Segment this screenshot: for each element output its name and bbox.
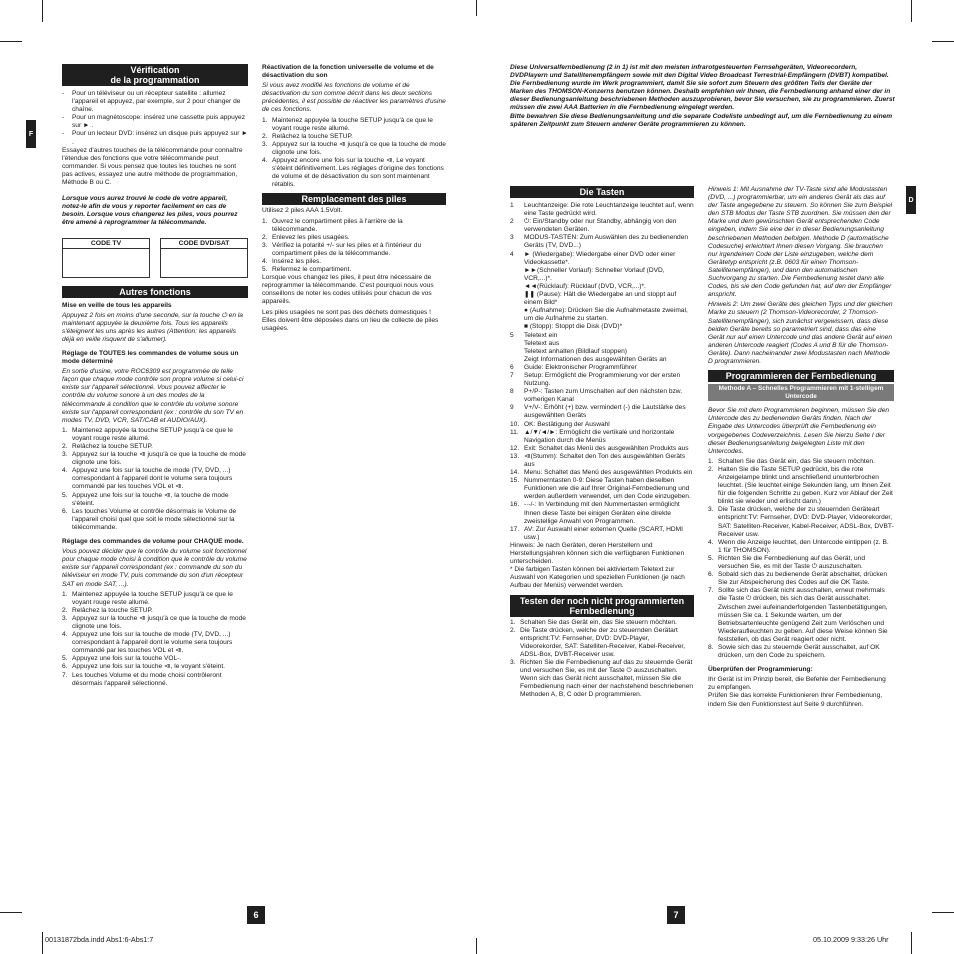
german-page: [477, 0, 954, 954]
german-column-1: [510, 186, 694, 699]
die-tasten-header: Die Tasten: [510, 186, 694, 198]
reglage-chaque-title: Réglage des commandes de volume pour CHAQUE mode.: [62, 538, 244, 546]
list-item: - Pour un lecteur DVD: insérez un disque puis appuyez sur ► .: [62, 130, 248, 146]
list-item: 3. Appuyez sur la touche ⧏ jusqu'à ce que la touche de mode clignote une fois.: [262, 140, 446, 156]
code-tv-box: CODE TV: [62, 238, 150, 278]
list-item: - Pour un magnétoscope: insérez une cassette puis appuyez sur ► .: [62, 114, 246, 130]
tasten-item: 1 Leuchtanzeige: Die rote Leuchtanzeige leuchtet auf, wenn eine Taste gedrückt wird.: [510, 202, 694, 218]
list-item: 4. Insérez les piles.: [262, 257, 322, 265]
language-tab-d: D: [906, 186, 916, 214]
list-item: 3. Die Taste drücken, welche der zu steuernden Geräteart entspricht:TV: Fernseher, DVD: DVD-Player, Videorekorder, SAT: Satelliten-Receiver, Kabel-Receiver, ADSL-Box, DVBT-Receiver usw.: [708, 506, 894, 538]
tasten-item: 4 ► (Wiedergabe): Wiedergabe einer DVD oder einer Videokassette*. ►►(Schneller Vorlauf): Schneller Vorlauf (DVD, VCR,...)*. ◄◄(Rücklauf): Rücklauf (DVD, VCR,...)*. ❚❚ (Pause): Hält die Wiedergabe an und stoppt auf einem Bild* ● (Aufnahme): Drücken Sie die Aufnahmetaste zweimal, um die Aufnahme zu starten. ■ (Stopp): Stoppt die Disk (DVD)*: [510, 250, 688, 331]
tasten-item: 3 MODUS-TASTEN: Zum Auswählen des zu bedienenden Geräts (TV, DVD...): [510, 234, 689, 250]
tasten-list: [510, 202, 694, 542]
list-item: 2. Relâchez la touche SETUP.: [62, 606, 153, 614]
programmieren-header: Programmieren der Fernbedienung: [708, 370, 894, 382]
testen-header: Testen der noch nicht programmierten Fernbedienung: [510, 595, 694, 617]
french-column-2: [262, 64, 446, 335]
hinweis-2: Hinweis 2: Um zwei Geräte des gleichen Typs und der gleichen Marke zu steuern (2 Thomson-Videorecorder, 2 Thomson-Satellitenempfänger), sich zunächst vergewissern, dass diese beiden Geräte bereits so parametriert sind, dass das eine Gerät nur auf einen Untercode und das andere Gerät auf einen anderen Untercode reagiert (Codes A und B für die Thomson-Geräte). Dann nacheinander zwei Modustasten nach Methode D programmieren.: [708, 301, 893, 365]
hinweis-1: Hinweis 1: Mit Ausnahme der TV-Taste sind alle Modustasten (DVD, ...) programmierbar, um ein anderes Gerät als das auf der Taste angegebene zu steuern. So können Sie zum Beispiel den STB Modus der Taste STB zuordnen. Sie müssen den der Marke und dem gewünschten Gerät entsprechenden Code eingeben, indem Sie eine der in dieser Bedienungsanleitung beschriebenen Methoden befolgen. Methode D (automatische Codesuche) erleichtert Ihnen diesen Vorgang. Sie brauchen nur irgendeinen Code der Liste einzugeben, welche dem Gerätetyp entspricht (z.B. 0603 für einen Thomson-Satellitenempfänger), und dann den automatischen Suchvorgang zu starten. Die Fernbedienung testet dann alle Codes, bis sie den Code gefunden hat, auf den der Empfänger anspricht.: [708, 186, 893, 299]
list-item: 5. Richten Sie die Fernbedienung auf das Gerät, und versuchen Sie, es mit der Taste ⏻ auszuschalten.: [708, 554, 865, 571]
page-number: 7: [667, 906, 685, 924]
language-tab-f: F: [26, 120, 36, 148]
list-item: 3. Vérifiez la polarité +/- sur les piles et à l'intérieur du compartiment piles de la télécommande.: [262, 241, 422, 257]
list-item: 6. Appuyez une fois sur la touche ⧏, le voyant s'éteint.: [62, 663, 226, 671]
piles-paragraph-2: Les piles usagées ne sont pas des déchets domestiques ! Elles doivent être déposées dans un lieu de collecte de piles usagées.: [262, 308, 439, 332]
list-item: 3. Appuyez sur la touche ⧏ jusqu'à ce que la touche de mode clignote une fois.: [62, 614, 246, 630]
piles-paragraph-1: Lorsque vous changez les piles, il peut être nécessaire de reprogrammer la télécommande. C'est pourquoi nous vous conseillons de noter les codes utilisés pour chacun de vos appareils.: [262, 274, 434, 306]
list-item: 2. Relâchez la touche SETUP.: [62, 443, 153, 450]
tasten-item: 6 Guide: Elektronischer Programmführer: [510, 363, 637, 371]
german-column-2: [708, 186, 894, 711]
tasten-item: 12. Exit: Schaltet das Menü des ausgewählten Produkts aus: [510, 444, 689, 452]
list-item: 3. Appuyez sur la touche ⧏ jusqu'à ce que la touche de mode clignote une fois.: [62, 451, 246, 467]
piles-intro: Utilisez 2 piles AAA 1.5Volt.: [262, 207, 343, 215]
verification-paragraph: Essayez d'autres touches de la télécommande pour connaître l'étendue des fonctions que votre télécommande peut commander. Si vous pensez que toutes les touches ne sont pas actives, essayez une autre méthode de programmation, Méthode B ou C.: [62, 146, 243, 187]
tasten-item: 17. AV: Zur Auswahl einer externen Quelle (SCART, HDMI usw.): [510, 525, 683, 541]
list-item: 7. Sollte sich das Gerät nicht ausschalten, erneut mehrmals die Taste ⏻ drücken, bis sich das Gerät ausschaltet. Zwischen zwei aufeinanderfolgenden Tastenbetätigungen, müssen Sie ca. 1 Sekunde warten, um der Betriebsartenleuchte genügend Zeit zum Verlöschen und Wiederaufleuchten zu geben. Auf diese Weise können Sie feststellen, ob das Gerät reagiert oder nicht.: [708, 587, 888, 643]
list-item: 6. Sobald sich das zu bedienende Gerät abschaltet, drücken Sie zur Abspeicherung des Codes auf die OK Taste.: [708, 571, 887, 587]
list-item: 1. Schalten Sie das Gerät ein, das Sie steuern möchten.: [510, 618, 677, 626]
methode-a-header: Methode A – Schnelles Programmieren mit 1-stelligem Untercode: [708, 384, 894, 401]
footer-timestamp: 05.10.2009 9:33:26 Uhr: [813, 935, 889, 944]
code-boxes: [62, 238, 248, 278]
methode-a-intro: Bevor Sie mit dem Programmieren beginnen, müssen Sie den Untercode des zu bedienenden Geräts finden. Nach der Eingabe des Untercodes überprüft die Fernbedienung ein vorgegebenes Codeverzeichnis. Lesen Sie hierzu Seite I der dieser Bedienungsanleitung beigelegten Liste mit den Untercodes.: [708, 407, 890, 455]
list-item: 4. Appuyez une fois sur la touche de mode (TV, DVD, ...) correspondant à l'appareil dont le volume sera toujours commandé par les touches VOL et ⧏.: [62, 467, 233, 491]
tasten-item: 8 P+/P-: Tasten zum Umschalten auf den nächsten bzw. vorherigen Kanal: [510, 388, 683, 404]
tasten-item: 16. -·-/-: In Verbindung mit den Nummertasten ermöglicht Ihnen diese Taste bei einigen Geräten eine direkte zweistellige Anwahl von Programmen.: [510, 501, 680, 525]
reactivation-title: Réactivation de la fonction universelle de volume et de désactivation du son: [262, 64, 434, 80]
code-dvd-sat-box: CODE DVD/SAT: [160, 238, 248, 278]
list-item: 2. Halten Sie die Taste SETUP gedrückt, bis die rote Anzeigelampe blinkt und anschließend ununterbrochen leuchtet. (Sie leuchtet einige Sekunden lang, um Ihnen Zeit für die folgenden Schritte zu geben. Kurz vor Ablauf der Zeit blinkt sie wieder und erlischt dann.): [708, 465, 893, 506]
tasten-item: 15. Nummerntasten 0-9: Diese Tasten haben dieselben Funktionen wie die auf Ihrer Original-Fernbedienung und werden außerdem verwendet, um den Code einzugeben.: [510, 477, 691, 501]
tasten-item: 2 ⏻: Ein/Standby oder nur Standby, abhängig von den verwendeten Geräten.: [510, 218, 677, 234]
footer-file-info: 00131872bda.indd Abs1:6-Abs1:7: [45, 935, 154, 944]
list-item: 5. Appuyez une fois sur la touche VOL-.: [62, 655, 182, 663]
reglage-chaque-intro: Vous pouvez décider que le contrôle du volume soit fonctionnel pour chaque mode choisi à condition que le contrôle du volume existe sur l'appareil correspondant (ex : commande du son du téléviseur en mode TV, puis commande du son d'un récepteur SAT en mode SAT, ...).: [62, 548, 247, 588]
list-item: 8. Sowie sich das zu steuernde Gerät ausschaltet, auf OK drücken, um den Code zu speichern.: [708, 643, 880, 660]
hinweis-text: Hinweis: Je nach Geräten, deren Herstellern und Herstellungsjahren können sich die verfügbaren Funktionen unterscheiden. * Die farbigen Tasten können bei aktiviertem Teletext zur Auswahl von Kategorien und speziellen Funktionen (je nach Aufbau der Menüs) verwendet werden.: [510, 541, 685, 590]
list-item: 1. Schalten Sie das Gerät ein, das Sie steuern möchten.: [708, 457, 875, 465]
german-intro: [510, 64, 895, 131]
list-item: 2. Die Taste drücken, welche der zu steuernden Gerätart entspricht:TV: Fernseher, DVD: DVD-Player, Videorekorder, SAT: Satelliten-Receiver, Kabel-Receiver, ADSL-Box, DVBT-Receiver usw.: [510, 626, 686, 658]
ueberpruefen-title: Überprüfen der Programmierung:: [708, 666, 813, 674]
tasten-item: 10. OK: Bestätigung der Auswahl: [510, 420, 610, 428]
list-item: 4. Wenn die Anzeige leuchtet, den Untercode eintippen (z. B. 1 für THOMSON).: [708, 538, 889, 554]
mise-en-veille-text: Appuyez 2 fois en moins d'une seconde, sur la touche ⏻ en la maintenant appuyée la deuxième fois. Tous les appareils s'éteignent les uns après les autres (Attention: les appareils déjà en veille risquent de s'allumer).: [62, 311, 243, 343]
intro-text: Diese Universalfernbedienung (2 in 1) ist mit den meisten infrarotgesteuerten Fernsehgeräten, Videorecordern, DVDPlayern und Satellitenempfängern sowie mit den Digital Video Broadcast Terrestrial-Empfängern (DVBT) kompatibel. Die Fernbedienung wurde im Werk programmiert, damit Sie sie sofort zum Steuern des größten Teils der Geräte der Marken des THOMSON-Konzerns benutzen können. Deshalb empfehlen wir Ihnen, die Fernbedienung anhand einer der in dieser Bedienungsanleitung beschriebenen Methoden auszuprobieren, bevor Sie versuchen, sie zu programmieren. Zuerst müssen die zwei AAA Batterien in die Fernbedienung eingelegt werden. Bitte bewahren Sie diese Bedienungsanleitung und die separate Codeliste unbedingt auf, um die Fernbedienung zu einem späteren Zeitpunkt zum Steuern anderer Geräte programmieren zu können.: [510, 64, 895, 128]
list-item: 2. Enlevez les piles usagées.: [262, 233, 350, 241]
page-number: 6: [247, 906, 265, 924]
tasten-item: 9 V+/V-: Erhöht (+) bzw. vermindert (-) die Lautstärke des ausgewählten Geräts: [510, 404, 686, 420]
tasten-item: 5 Teletext ein Teletext aus Teletext anhalten (Bildlauf stoppen) Zeigt Informationen des ausgewählten Geräts an: [510, 331, 667, 363]
code-note: Lorsque vous aurez trouvé le code de votre appareil, notez-le afin de vous y reporter facilement en cas de besoin. Lorsque vous changerez les piles, vous pourrez être amené à reprogrammer la télécommande.: [62, 195, 238, 227]
list-item: 5. Appuyez une fois sur la touche ⧏, la touche de mode s'éteint.: [62, 491, 229, 507]
ueberpruefen-text: Ihr Gerät ist im Prinzip bereit, die Befehle der Fernbedienung zu empfangen. Prüfen Sie das korrekte Funktionieren Ihrer Fernbedienung, indem Sie den Funktionstest auf Seite 9 durchführen.: [708, 676, 886, 708]
list-item: 6. Les touches Volume et contrôle désormais le Volume de l'appareil choisi quel que soit le mode sélectionné sur la télécommande.: [62, 507, 237, 531]
tasten-item: 14. Menu: Schaltet das Menü des ausgewählten Produkts ein: [510, 469, 693, 477]
reactivation-intro: Si vous avez modifié les fonctions de volume et de désactivation du son comme décrit dans les deux sections précédentes, il est possible de réactiver les paramètres d'usine de ces fonctions.: [262, 82, 446, 114]
tasten-item: 7 Setup: Ermöglicht die Programmierung vor der ersten Nutzung.: [510, 371, 681, 388]
french-column-1: [62, 64, 248, 688]
remplacement-piles-header: Remplacement des piles: [262, 193, 446, 205]
list-item: 1. Maintenez appuyée la touche SETUP jusqu'à ce que le voyant rouge reste allumé.: [62, 590, 233, 606]
list-item: 1. Ouvrez le compartiment piles à l'arrière de la télécommande.: [262, 217, 403, 233]
list-item: 4. Appuyez encore une fois sur la touche ⧏. Le voyant s'éteint définitivement. Les réglages d'origine des fonctions de volume et de désactivation du son sont maintenant rétablis.: [262, 157, 444, 189]
tasten-item: 11. ▲/▼/◄/►: Ermöglicht die vertikale und horizontale Navigation durch die Menüs: [510, 428, 675, 444]
list-item: 5. Refermez le compartiment.: [262, 266, 352, 274]
reglage-intro: En sortie d'usine, votre ROC6309 est programmée de telle façon que chaque mode contrôle son propre volume si celui-ci existe sur l'appareil sélectionné. Vous pouvez affecter le contrôle du volume sonore à un des modes de la télécommande à condition que le contrôle du volume sonore existe sur l'appareil correspondant (ex : contrôle du son TV en modes TV, DVD, VCR, SAT/CAB et AUDIO/AUX).: [62, 368, 244, 424]
list-item: 7. Les touches Volume et du mode choisi contrôleront désormais l'appareil sélectionné.: [62, 671, 222, 687]
list-item: 2. Relâchez la touche SETUP.: [262, 132, 353, 140]
list-item: 3. Richten Sie die Fernbedienung auf das zu steuernde Gerät und versuchen Sie, es mit der Taste ⏻ auszuschalten. Wenn sich das Gerät nicht ausschaltet, müssen Sie die Fernbedienung nach einer der nachstehend beschriebenen Methoden A, B, C oder D programmieren.: [510, 658, 694, 699]
list-item: 1. Maintenez appuyée la touche SETUP jusqu'à ce que le voyant rouge reste allumé.: [62, 426, 233, 442]
list-item: 4. Appuyez une fois sur la touche de mode (TV, DVD, ...) correspondant à l'appareil dont le volume sera toujours commandé par les touches VOL et ⧏.: [62, 631, 233, 655]
autres-fonctions-header: Autres fonctions: [62, 286, 248, 298]
verification-header: Vérification de la programmation: [62, 64, 248, 86]
reglage-title: Réglage de TOUTES les commandes de volume sous un mode déterminé: [62, 349, 239, 366]
tasten-item: 13. ⧏(Stumm): Schaltet den Ton des ausgewählten Geräts aus: [510, 452, 686, 468]
mise-en-veille-title: Mise en veille de tous les appareils: [62, 301, 172, 309]
list-item: 1. Maintenez appuyée la touche SETUP jusqu'à ce que le voyant rouge reste allumé.: [262, 116, 433, 132]
list-item: - Pour un téléviseur ou un récepteur satellite : allumez l'appareil et appuyez, par exemple, sur 2 pour changer de chaîne.: [62, 90, 241, 114]
